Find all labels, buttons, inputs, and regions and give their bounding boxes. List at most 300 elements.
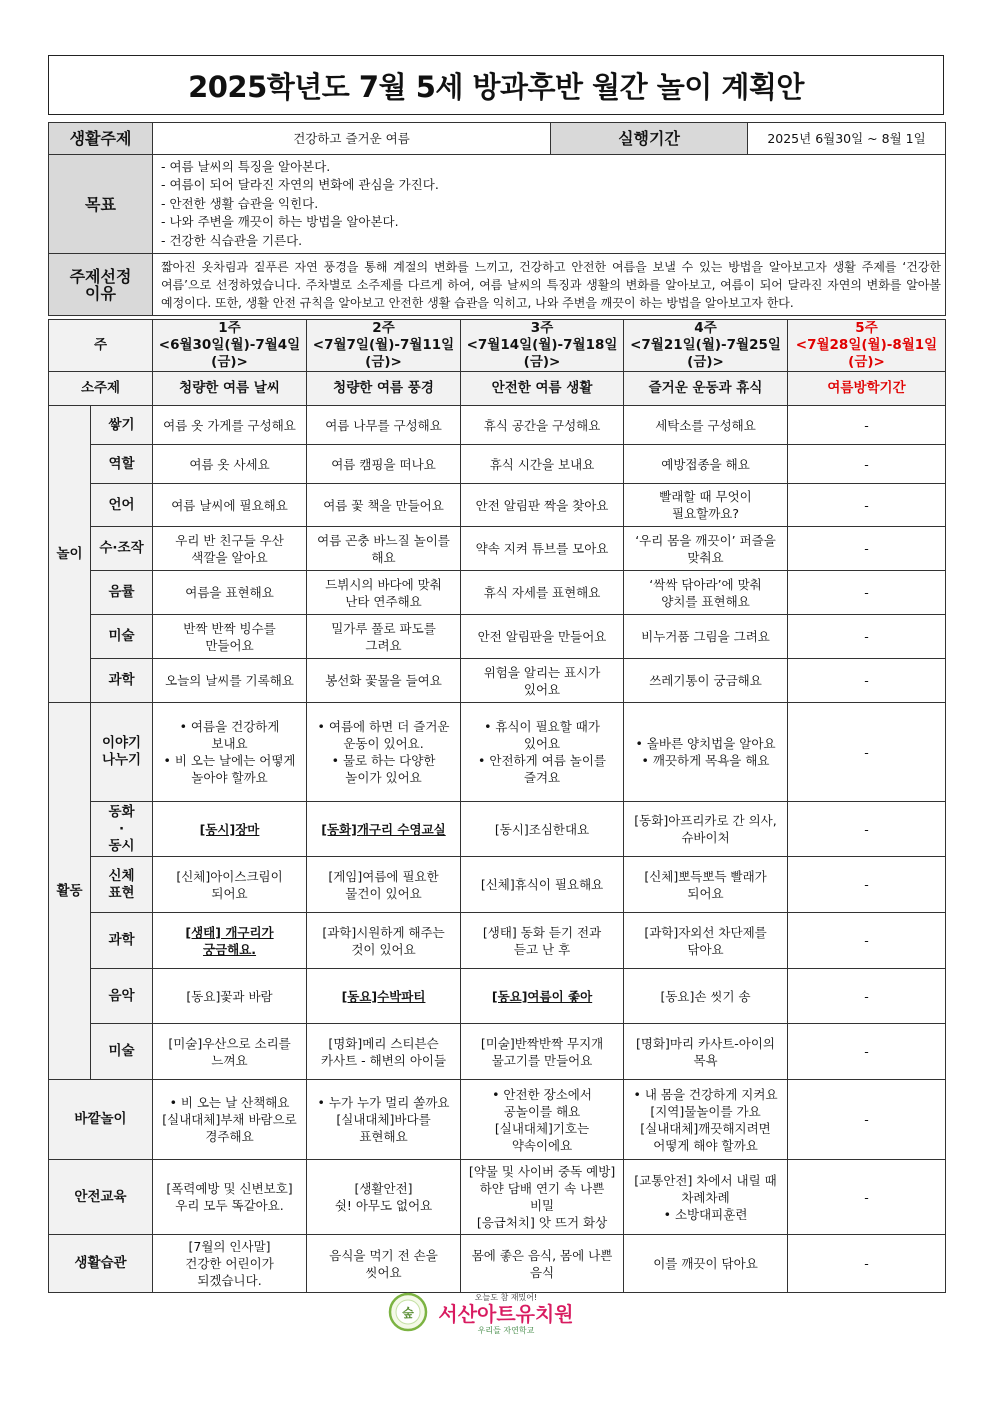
play-cell (461, 659, 624, 703)
activity-row (49, 913, 946, 969)
play-cell (307, 571, 461, 615)
play-cell (461, 615, 624, 659)
activity-area-label-line: 음악 (108, 987, 135, 1004)
cell-line: 듣고 난 후 (513, 941, 571, 957)
play-row (49, 484, 946, 527)
activity-cell (307, 1024, 461, 1080)
cell-line: [7월의 인사말] (188, 1239, 271, 1254)
play-cell (624, 659, 788, 703)
cell-line: 난타 연주해요 (345, 593, 422, 609)
cell-line: [과학]시원하게 해주는 (322, 924, 445, 940)
reason-label-line: 주제선정 (69, 266, 132, 286)
play-cell (624, 615, 788, 659)
cell-line: - (864, 1112, 869, 1127)
subtopic-label: 소주제 (49, 372, 153, 406)
play-cell (461, 484, 624, 527)
play-cell (461, 406, 624, 445)
cell-line: [과학]자외선 차단제를 (644, 924, 767, 940)
week-dates: <7월7일(월)-7월11일(금)> (312, 337, 455, 370)
activity-cell (461, 969, 624, 1024)
cell-line: 음식 (529, 1264, 555, 1280)
activity-cell (153, 802, 307, 857)
activity-cell (624, 802, 788, 857)
cell-line: [생태] 동화 듣기 전과 (482, 924, 602, 940)
activity-cell (307, 913, 461, 969)
play-cell (307, 445, 461, 484)
week-header-3 (461, 320, 624, 372)
cell-line: [동요]손 씻기 송 (660, 988, 751, 1004)
cell-line: • 내 몸을 건강하게 지켜요 (633, 1086, 778, 1102)
outdoor-cell (153, 1080, 307, 1160)
play-area-label: 언어 (91, 484, 153, 527)
cell-line: 궁금해요. (202, 941, 257, 957)
cell-line: [동요]여름이 좋아 (491, 988, 593, 1004)
play-cell (153, 406, 307, 445)
activity-area-label-line: · (118, 820, 125, 837)
safety-cell (461, 1160, 624, 1235)
cell-line: 위험을 알리는 표시가 (483, 664, 601, 680)
cell-line: 있어요 (523, 681, 561, 697)
cell-line: 쉿! 아무도 없어요 (334, 1198, 433, 1213)
outdoor-cell (788, 1080, 946, 1160)
activity-row (49, 703, 946, 802)
activity-cell (461, 802, 624, 857)
play-area-label: 쌓기 (91, 406, 153, 445)
cell-line: - (864, 456, 869, 472)
activity-area-label (91, 857, 153, 913)
play-cell (153, 527, 307, 571)
habit-label: 생활습관 (49, 1235, 153, 1293)
activity-cell (788, 802, 946, 857)
cell-line: [실내대체]부채 바람으로 (162, 1112, 297, 1127)
play-cell (624, 406, 788, 445)
cell-line: 공놀이를 해요 (503, 1103, 581, 1119)
goal-item: - 건강한 식습관을 기른다. (161, 232, 303, 248)
theme-value: 건강하고 즐거운 여름 (153, 123, 551, 155)
play-area-label: 미술 (91, 615, 153, 659)
activity-cell (461, 857, 624, 913)
activity-row (49, 802, 946, 857)
cell-line: - (864, 497, 869, 513)
theme-label: 생활주제 (49, 123, 153, 155)
cell-line: 비밀 (529, 1198, 555, 1213)
cell-line: [동화]아프리카로 간 의사, (634, 813, 777, 828)
cell-line: • 휴식이 필요할 때가 (484, 719, 600, 734)
play-cell (788, 659, 946, 703)
goal-item: - 안전한 생활 습관을 익힌다. (161, 195, 319, 211)
activity-cell (307, 703, 461, 802)
activity-area-label (91, 802, 153, 857)
subtopic-cell: 즐거운 운동과 휴식 (624, 372, 788, 406)
activity-cell (153, 703, 307, 802)
week-name: 2주 (372, 320, 395, 336)
cell-line: 봉선화 꽃물을 들여요 (325, 673, 442, 688)
week-name: 5주 (855, 320, 878, 336)
activity-cell (461, 913, 624, 969)
cell-line: 여름 날씨에 필요해요 (171, 497, 288, 513)
cell-line: 여름 옷 가게를 구성해요 (163, 417, 296, 433)
activity-cell (788, 1024, 946, 1080)
play-cell (788, 445, 946, 484)
play-cell (788, 527, 946, 571)
cell-line: • 안전한 장소에서 (492, 1086, 592, 1102)
activity-cell (624, 857, 788, 913)
safety-cell (307, 1160, 461, 1235)
cell-line: [동시]조심한대요 (494, 821, 590, 837)
cell-line: 되어요 (687, 885, 724, 901)
cell-line: • 여름을 건강하게 (179, 719, 280, 734)
play-cell (307, 659, 461, 703)
cell-line: [동화]개구리 수영교실 (321, 821, 446, 837)
cell-line: 여름 곤충 바느질 놀이를 (317, 532, 450, 548)
logo-name: 서산아트유치원 (438, 1302, 574, 1326)
cell-line: 물건이 있어요 (345, 885, 422, 901)
cell-line: 약속이에요 (511, 1137, 573, 1153)
cell-line: 닦아요 (687, 941, 724, 957)
outdoor-cell (307, 1080, 461, 1160)
cell-line: 양치를 표현해요 (661, 593, 750, 609)
cell-line: 하얀 담배 연기 속 나쁜 (479, 1181, 605, 1196)
play-row (49, 571, 946, 615)
cell-line: 여름 캠핑을 떠나요 (331, 456, 436, 472)
cell-line: - (864, 821, 869, 837)
goal-item: - 여름이 되어 달라진 자연의 변화에 관심을 가진다. (161, 177, 439, 193)
play-cell (461, 527, 624, 571)
play-cell (624, 484, 788, 527)
cell-line: 여름을 표현해요 (185, 585, 274, 600)
goal-item: - 여름 날씨의 특징을 알아본다. (161, 158, 331, 174)
logo-badge-text: 숲 (402, 1306, 414, 1320)
reason-text: 짧아진 옷차림과 짙푸른 자연 풍경을 통해 계절의 변화를 느끼고, 건강하고 안전한 여름을 보낼 수 있는 방법을 알아보고자 생활 주제를 ‘건강한 여름’으로 선정하였습니다. 주차별로 소주제를 다르게 하여, 여름 날씨의 특징과 생활의 변화를 알아보고, 여름이 되어 달라진 자연의 변화를 알아볼 예정이다. 또한, 생활 안전 규칙을 알아보고 안전한 생활 습관을 익히고, 나와 주변을 깨끗이 하는 방법을 알아보고자 한다. (153, 254, 946, 316)
habit-cell (624, 1235, 788, 1293)
activity-cell (624, 1024, 788, 1080)
cell-line: 비누거품 그림을 그려요 (641, 629, 770, 644)
cell-line: [신체]뽀득뽀득 빨래가 (644, 868, 767, 884)
habit-cell (461, 1235, 624, 1293)
activity-cell (788, 913, 946, 969)
play-cell (307, 484, 461, 527)
plan-table (48, 319, 946, 1293)
week-dates: <7월21일(월)-7월25일(금)> (630, 337, 781, 370)
cell-line: • 비 오는 날에는 어떻게 (163, 753, 296, 768)
activity-area-label-line: 이야기 (101, 735, 142, 751)
activity-cell (153, 1024, 307, 1080)
goals-list (153, 155, 946, 254)
play-row (49, 615, 946, 659)
cell-line: 맞춰요 (687, 549, 724, 565)
cell-line: - (864, 417, 869, 433)
cell-line: [신체]아이스크림이 (176, 868, 283, 884)
outdoor-label: 바깥놀이 (49, 1080, 153, 1160)
activity-area-label-line: 나누기 (101, 752, 142, 768)
play-cell (461, 571, 624, 615)
play-row (49, 406, 946, 445)
activity-row (49, 1024, 946, 1080)
safety-label: 안전교육 (49, 1160, 153, 1235)
week-header-label: 주 (49, 320, 153, 372)
subtopic-cell: 청량한 여름 날씨 (153, 372, 307, 406)
cell-line: - (864, 541, 869, 556)
cell-line: 우리 모두 똑같아요. (175, 1198, 284, 1213)
cell-line: 운동이 있어요. (343, 736, 424, 751)
cell-line: [동요]수박파티 (341, 988, 426, 1004)
habit-row (49, 1235, 946, 1293)
play-area-label: 수·조작 (91, 527, 153, 571)
cell-line: 목욕 (693, 1052, 718, 1068)
activity-cell (307, 857, 461, 913)
cell-line: • 소방대피훈련 (663, 1206, 748, 1222)
play-area-label: 음률 (91, 571, 153, 615)
cell-line: 예방접종을 해요 (661, 456, 750, 472)
goal-item: - 나와 주변을 깨끗이 하는 방법을 알아본다. (161, 214, 399, 230)
cell-line: • 올바른 양치법을 알아요 (635, 736, 776, 751)
activity-cell (307, 969, 461, 1024)
cell-line: • 깨끗하게 목욕을 해요 (641, 753, 770, 768)
cell-line: [동시]장마 (199, 821, 260, 837)
logo-subtitle: 우리들 자연학교 (477, 1326, 535, 1335)
activity-cell (461, 703, 624, 802)
cell-line: [교통안전] 차에서 내릴 때 (634, 1172, 777, 1188)
cell-line: • 물로 하는 다양한 (331, 753, 436, 768)
cell-line: [실내대체]기호는 (494, 1120, 590, 1136)
cell-line: 물고기를 만들어요 (491, 1052, 593, 1068)
week-dates: <6월30일(월)-7월4일(금)> (158, 337, 301, 370)
cell-line: 안전 알림판 짝을 찾아요 (475, 497, 609, 513)
cell-line: 것이 있어요 (351, 941, 416, 957)
cell-line: • 비 오는 날 산책해요 (169, 1095, 290, 1110)
reason-label-line: 이유 (85, 283, 116, 303)
cell-line: - (864, 585, 869, 600)
safety-cell (788, 1160, 946, 1235)
cell-line: 씻어요 (365, 1264, 402, 1280)
play-cell (624, 445, 788, 484)
reason-label (49, 254, 153, 316)
cell-line: - (864, 1256, 869, 1271)
activity-cell (461, 1024, 624, 1080)
week-name: 4주 (694, 320, 717, 336)
activity-row (49, 857, 946, 913)
cell-line: [게임]여름에 필요한 (328, 868, 439, 884)
cell-line: 쓰레기통이 궁금해요 (649, 673, 762, 688)
activity-area-label-line: 동시 (108, 837, 135, 854)
cell-line: ‘싹싹 닦아라’에 맞춰 (649, 576, 762, 592)
play-row (49, 527, 946, 571)
cell-line: 경주해요 (205, 1129, 254, 1144)
cell-line: 되어요 (211, 885, 248, 901)
activity-area-label (91, 913, 153, 969)
play-row (49, 659, 946, 703)
cell-line: • 안전하게 여름 놀이를 (478, 753, 606, 768)
cell-line: 몸에 좋은 음식, 몸에 나쁜 (471, 1247, 613, 1263)
cell-line: 어떻게 해야 할까요 (653, 1137, 758, 1153)
cell-line: [동요]꽃과 바람 (186, 988, 273, 1004)
cell-line: 표현해요 (359, 1129, 408, 1144)
cell-line: [미술]우산으로 소리를 (168, 1035, 291, 1051)
cell-line: 휴식 시간을 보내요 (489, 456, 595, 472)
cell-line: - (864, 673, 869, 688)
play-cell (788, 615, 946, 659)
play-area-label: 역할 (91, 445, 153, 484)
play-cell (307, 527, 461, 571)
cell-line: [실내대체]바다를 (336, 1112, 431, 1127)
activity-row (49, 969, 946, 1024)
cell-line: 놀이가 있어요 (345, 770, 422, 785)
cell-line: - (864, 1044, 869, 1059)
cell-line: 드뷔시의 바다에 맞춰 (325, 576, 442, 592)
cell-line: 있어요 (523, 736, 561, 751)
activity-area-label-line: 미술 (108, 1043, 135, 1059)
cell-line: 필요할까요? (672, 506, 740, 521)
activity-cell (307, 802, 461, 857)
cell-line: - (864, 988, 869, 1004)
cell-line: 휴식 자세를 표현해요 (483, 585, 601, 600)
week-dates: <7월14일(월)-7월18일(금)> (466, 337, 618, 370)
cell-line: 즐겨요 (523, 770, 561, 785)
play-section-label: 놀이 (49, 406, 91, 703)
cell-line: 차례차례 (681, 1189, 730, 1205)
safety-cell (153, 1160, 307, 1235)
cell-line: 슈바이처 (681, 830, 730, 845)
cell-line: [생활안전] (354, 1181, 413, 1196)
cell-line: ‘우리 몸을 깨끗이’ 퍼즐을 (635, 532, 776, 548)
cell-line: - (864, 1189, 869, 1205)
play-cell (153, 615, 307, 659)
play-cell (153, 484, 307, 527)
activity-area-label-line: 표현 (108, 884, 135, 901)
week-header-4 (624, 320, 788, 372)
cell-line: [폭력예방 및 신변보호] (166, 1181, 293, 1196)
activity-cell (788, 969, 946, 1024)
play-cell (153, 445, 307, 484)
activity-cell (624, 703, 788, 802)
cell-line: [지역]물놀이를 가요 (650, 1103, 761, 1119)
play-cell (788, 484, 946, 527)
activity-cell (624, 969, 788, 1024)
cell-line: - (864, 877, 869, 892)
activity-area-label-line: 동화 (108, 803, 135, 820)
play-cell (153, 659, 307, 703)
cell-line: 오늘의 날씨를 기록해요 (165, 673, 294, 688)
safety-cell (624, 1160, 788, 1235)
cell-line: 놀아야 할까요 (191, 770, 268, 785)
cell-line: 되겠습니다. (197, 1273, 262, 1288)
cell-line: 세탁소를 구성해요 (655, 417, 756, 433)
play-cell (461, 445, 624, 484)
activity-area-label (91, 1024, 153, 1080)
habit-cell (788, 1235, 946, 1293)
cell-line: 색깔을 알아요 (191, 549, 268, 565)
cell-line: [명화]마리 카사트-아이의 (636, 1035, 776, 1051)
activity-area-label-line: 과학 (108, 932, 135, 948)
week-header-1 (153, 320, 307, 372)
week-header-2 (307, 320, 461, 372)
play-area-label: 과학 (91, 659, 153, 703)
week-name: 3주 (530, 320, 554, 336)
cell-line: 안전 알림판을 만들어요 (477, 629, 607, 644)
cell-line: 밀가루 풀로 파도를 (331, 620, 436, 636)
cell-line: [명화]메리 스티븐슨 (328, 1035, 439, 1051)
info-table (48, 122, 946, 316)
habit-cell (153, 1235, 307, 1293)
cell-line: 약속 지켜 튜브를 모아요 (475, 541, 609, 556)
cell-line: [생태] 개구리가 (185, 924, 274, 940)
cell-line: - (864, 629, 869, 644)
activity-section-label: 활동 (49, 703, 91, 1080)
cell-line: 이를 깨끗이 닦아요 (653, 1256, 758, 1271)
cell-line: 느껴요 (211, 1052, 248, 1068)
play-cell (788, 406, 946, 445)
outdoor-cell (461, 1080, 624, 1160)
cell-line: 여름 옷 사세요 (189, 456, 270, 472)
cell-line: 휴식 공간을 구성해요 (483, 417, 601, 433)
kindergarten-logo (388, 1288, 588, 1336)
safety-row (49, 1160, 946, 1235)
play-cell (153, 571, 307, 615)
activity-cell (153, 969, 307, 1024)
subtopic-cell: 여름방학기간 (788, 372, 946, 406)
activity-area-label (91, 969, 153, 1024)
activity-cell (788, 703, 946, 802)
cell-line: 여름 나무를 구성해요 (325, 417, 442, 433)
play-cell (624, 571, 788, 615)
activity-cell (153, 857, 307, 913)
cell-line: [신체]휴식이 필요해요 (480, 877, 604, 892)
play-cell (307, 406, 461, 445)
cell-line: [미술]반짝반짝 무지개 (480, 1035, 604, 1051)
activity-area-label-line: 신체 (108, 867, 135, 884)
play-cell (307, 615, 461, 659)
cell-line: [실내대체]깨끗해지려면 (640, 1120, 771, 1136)
cell-line: 해요 (371, 549, 396, 565)
subtopic-cell: 청량한 여름 풍경 (307, 372, 461, 406)
logo-tagline: 오늘도 참 재밌어! (474, 1293, 538, 1302)
cell-line: - (864, 933, 869, 948)
outdoor-row (49, 1080, 946, 1160)
habit-cell (307, 1235, 461, 1293)
goals-label: 목표 (49, 155, 153, 254)
week-dates: <7월28일(월)-8월1일(금)> (795, 337, 938, 370)
cell-line: 카사트 - 해변의 아이들 (320, 1052, 447, 1068)
activity-area-label (91, 703, 153, 802)
play-row (49, 445, 946, 484)
cell-line: 우리 반 친구들 우산 (175, 532, 284, 548)
cell-line: 반짝 반짝 빙수를 (183, 620, 276, 636)
period-value: 2025년 6월30일 ~ 8월 1일 (748, 123, 946, 155)
cell-line: 그려요 (365, 637, 402, 653)
cell-line: 건강한 어린이가 (185, 1256, 274, 1271)
play-cell (788, 571, 946, 615)
page-title: 2025학년도 7월 5세 방과후반 월간 놀이 계획안 (48, 55, 944, 115)
cell-line: - (864, 744, 869, 760)
cell-line: 여름 꽃 책을 만들어요 (323, 497, 444, 513)
activity-cell (788, 857, 946, 913)
play-cell (624, 527, 788, 571)
cell-line: [약물 및 사이버 중독 예방] (468, 1164, 616, 1179)
week-name: 1주 (218, 320, 241, 336)
cell-line: • 여름에 하면 더 즐거운 (317, 719, 450, 734)
cell-line: [응급처치] 앗 뜨거 화상 (476, 1215, 608, 1230)
cell-line: 빨래할 때 무엇이 (659, 489, 752, 504)
cell-line: 만들어요 (205, 637, 254, 653)
activity-cell (153, 913, 307, 969)
cell-line: 보내요 (211, 736, 248, 751)
cell-line: • 누가 누가 멀리 쏠까요 (317, 1095, 450, 1110)
activity-cell (624, 913, 788, 969)
subtopic-cell: 안전한 여름 생활 (461, 372, 624, 406)
period-label: 실행기간 (551, 123, 748, 155)
cell-line: 음식을 먹기 전 손을 (329, 1247, 438, 1263)
outdoor-cell (624, 1080, 788, 1160)
